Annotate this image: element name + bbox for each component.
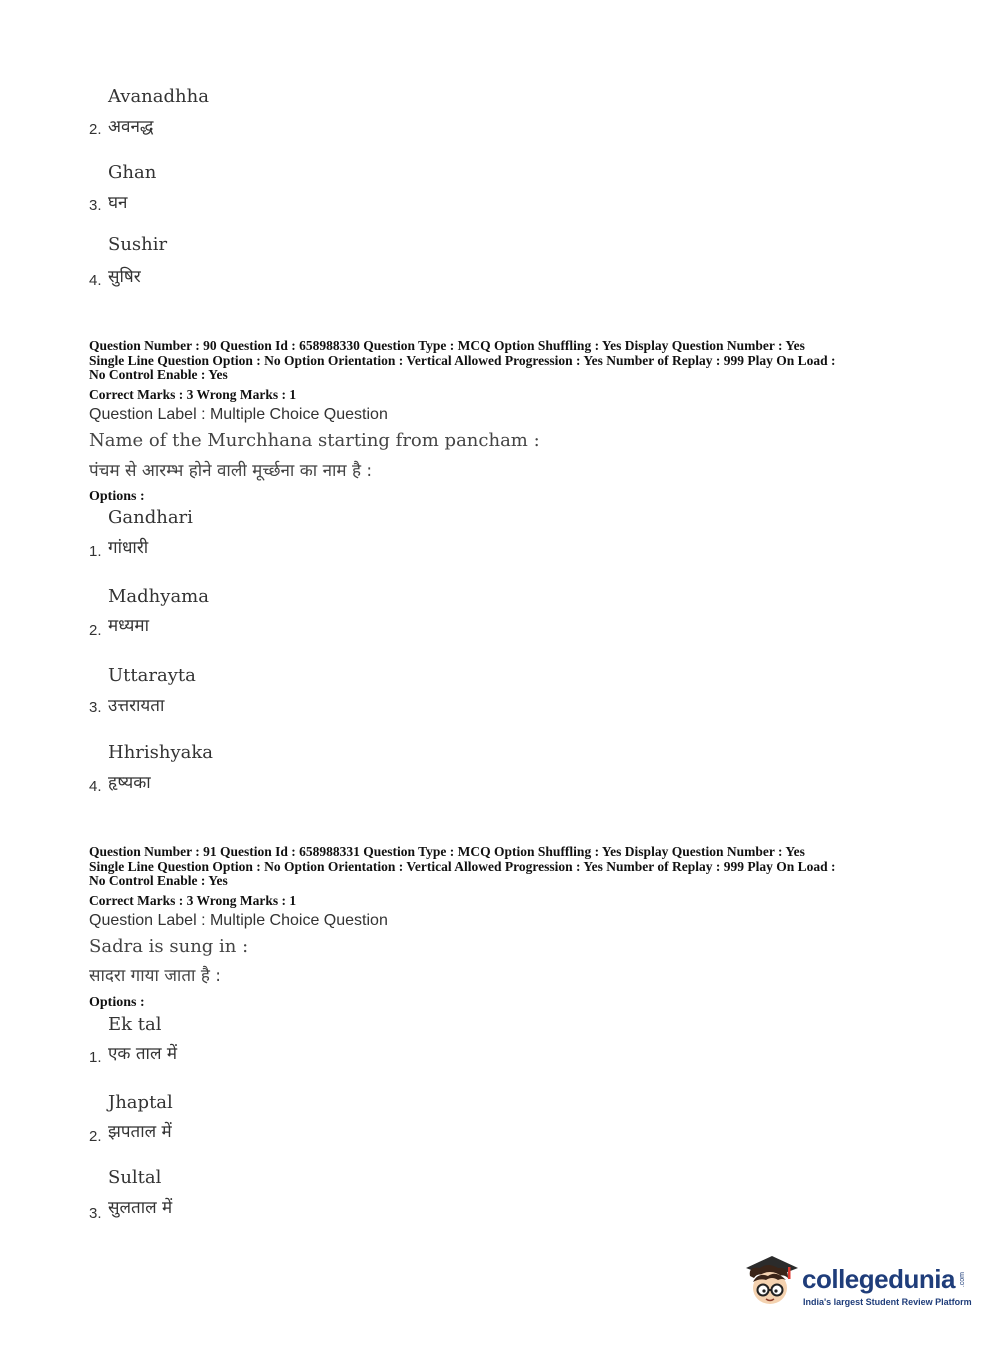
option-text-en: Ek tal (108, 1014, 162, 1035)
option-text-hi: मध्यमा (108, 616, 149, 636)
option-text-hi: गांधारी (108, 538, 149, 558)
options-label: Options : (89, 489, 145, 504)
option-text-hi: एक ताल में (108, 1044, 178, 1064)
question-text-hi: पंचम से आरम्भ होने वाली मूर्च्छना का नाम है : (89, 461, 373, 481)
question-label: Question Label : Multiple Choice Question (89, 406, 388, 423)
option-text-en: Ghan (108, 162, 157, 183)
option-text-en: Gandhari (108, 507, 193, 528)
option-text-hi: झपताल में (108, 1122, 172, 1142)
option-number: 1. (89, 543, 102, 560)
option-number: 4. (89, 272, 102, 289)
option-number: 3. (89, 197, 102, 214)
question-meta-line: Single Line Question Option : No Option Orientation : Vertical Allowed Progression : Yes Number of Replay : 999 Play On Load : (89, 859, 836, 874)
question-text-en: Name of the Murchhana starting from pancham : (89, 430, 540, 451)
student-mascot-icon (738, 1248, 802, 1312)
question-text-en: Sadra is sung in : (89, 936, 249, 957)
option-text-hi: हृष्यका (108, 773, 151, 793)
option-number: 3. (89, 699, 102, 716)
option-text-en: Hhrishyaka (108, 742, 214, 763)
question-marks: Correct Marks : 3 Wrong Marks : 1 (89, 387, 297, 402)
option-text-en: Madhyama (108, 586, 209, 607)
option-text-hi: सुषिर (108, 267, 141, 287)
option-number: 1. (89, 1049, 102, 1066)
logo-wordmark: collegedunia (802, 1264, 955, 1294)
option-text-hi: उत्तरायता (108, 696, 165, 716)
option-text-en: Avanadhha (108, 86, 209, 107)
question-text-hi: सादरा गाया जाता है : (89, 966, 221, 986)
options-label: Options : (89, 995, 145, 1010)
option-number: 4. (89, 778, 102, 795)
option-text-en: Uttarayta (108, 665, 196, 686)
option-number: 3. (89, 1205, 102, 1222)
option-text-en: Jhaptal (108, 1092, 173, 1113)
question-meta-line: Single Line Question Option : No Option Orientation : Vertical Allowed Progression : Yes Number of Replay : 999 Play On Load : (89, 353, 836, 368)
option-number: 2. (89, 121, 102, 138)
collegedunia-logo[interactable] (738, 1248, 974, 1312)
option-number: 2. (89, 622, 102, 639)
option-number: 2. (89, 1128, 102, 1145)
logo-domain-suffix: .com (959, 1272, 966, 1288)
logo-tagline: India's largest Student Review Platform (803, 1297, 972, 1307)
option-text-hi: सुलताल में (108, 1198, 173, 1218)
question-marks: Correct Marks : 3 Wrong Marks : 1 (89, 893, 297, 908)
option-text-hi: घन (108, 193, 128, 213)
question-meta-line: Question Number : 90 Question Id : 658988330 Question Type : MCQ Option Shuffling : Yes Display Question Number : Yes (89, 338, 805, 353)
question-meta-line: No Control Enable : Yes (89, 873, 228, 888)
option-text-en: Sultal (108, 1167, 162, 1188)
option-text-hi: अवनद्ध (108, 117, 154, 137)
question-label: Question Label : Multiple Choice Question (89, 912, 388, 929)
option-text-en: Sushir (108, 234, 168, 255)
question-meta-line: Question Number : 91 Question Id : 658988331 Question Type : MCQ Option Shuffling : Yes Display Question Number : Yes (89, 844, 805, 859)
question-meta-line: No Control Enable : Yes (89, 367, 228, 382)
